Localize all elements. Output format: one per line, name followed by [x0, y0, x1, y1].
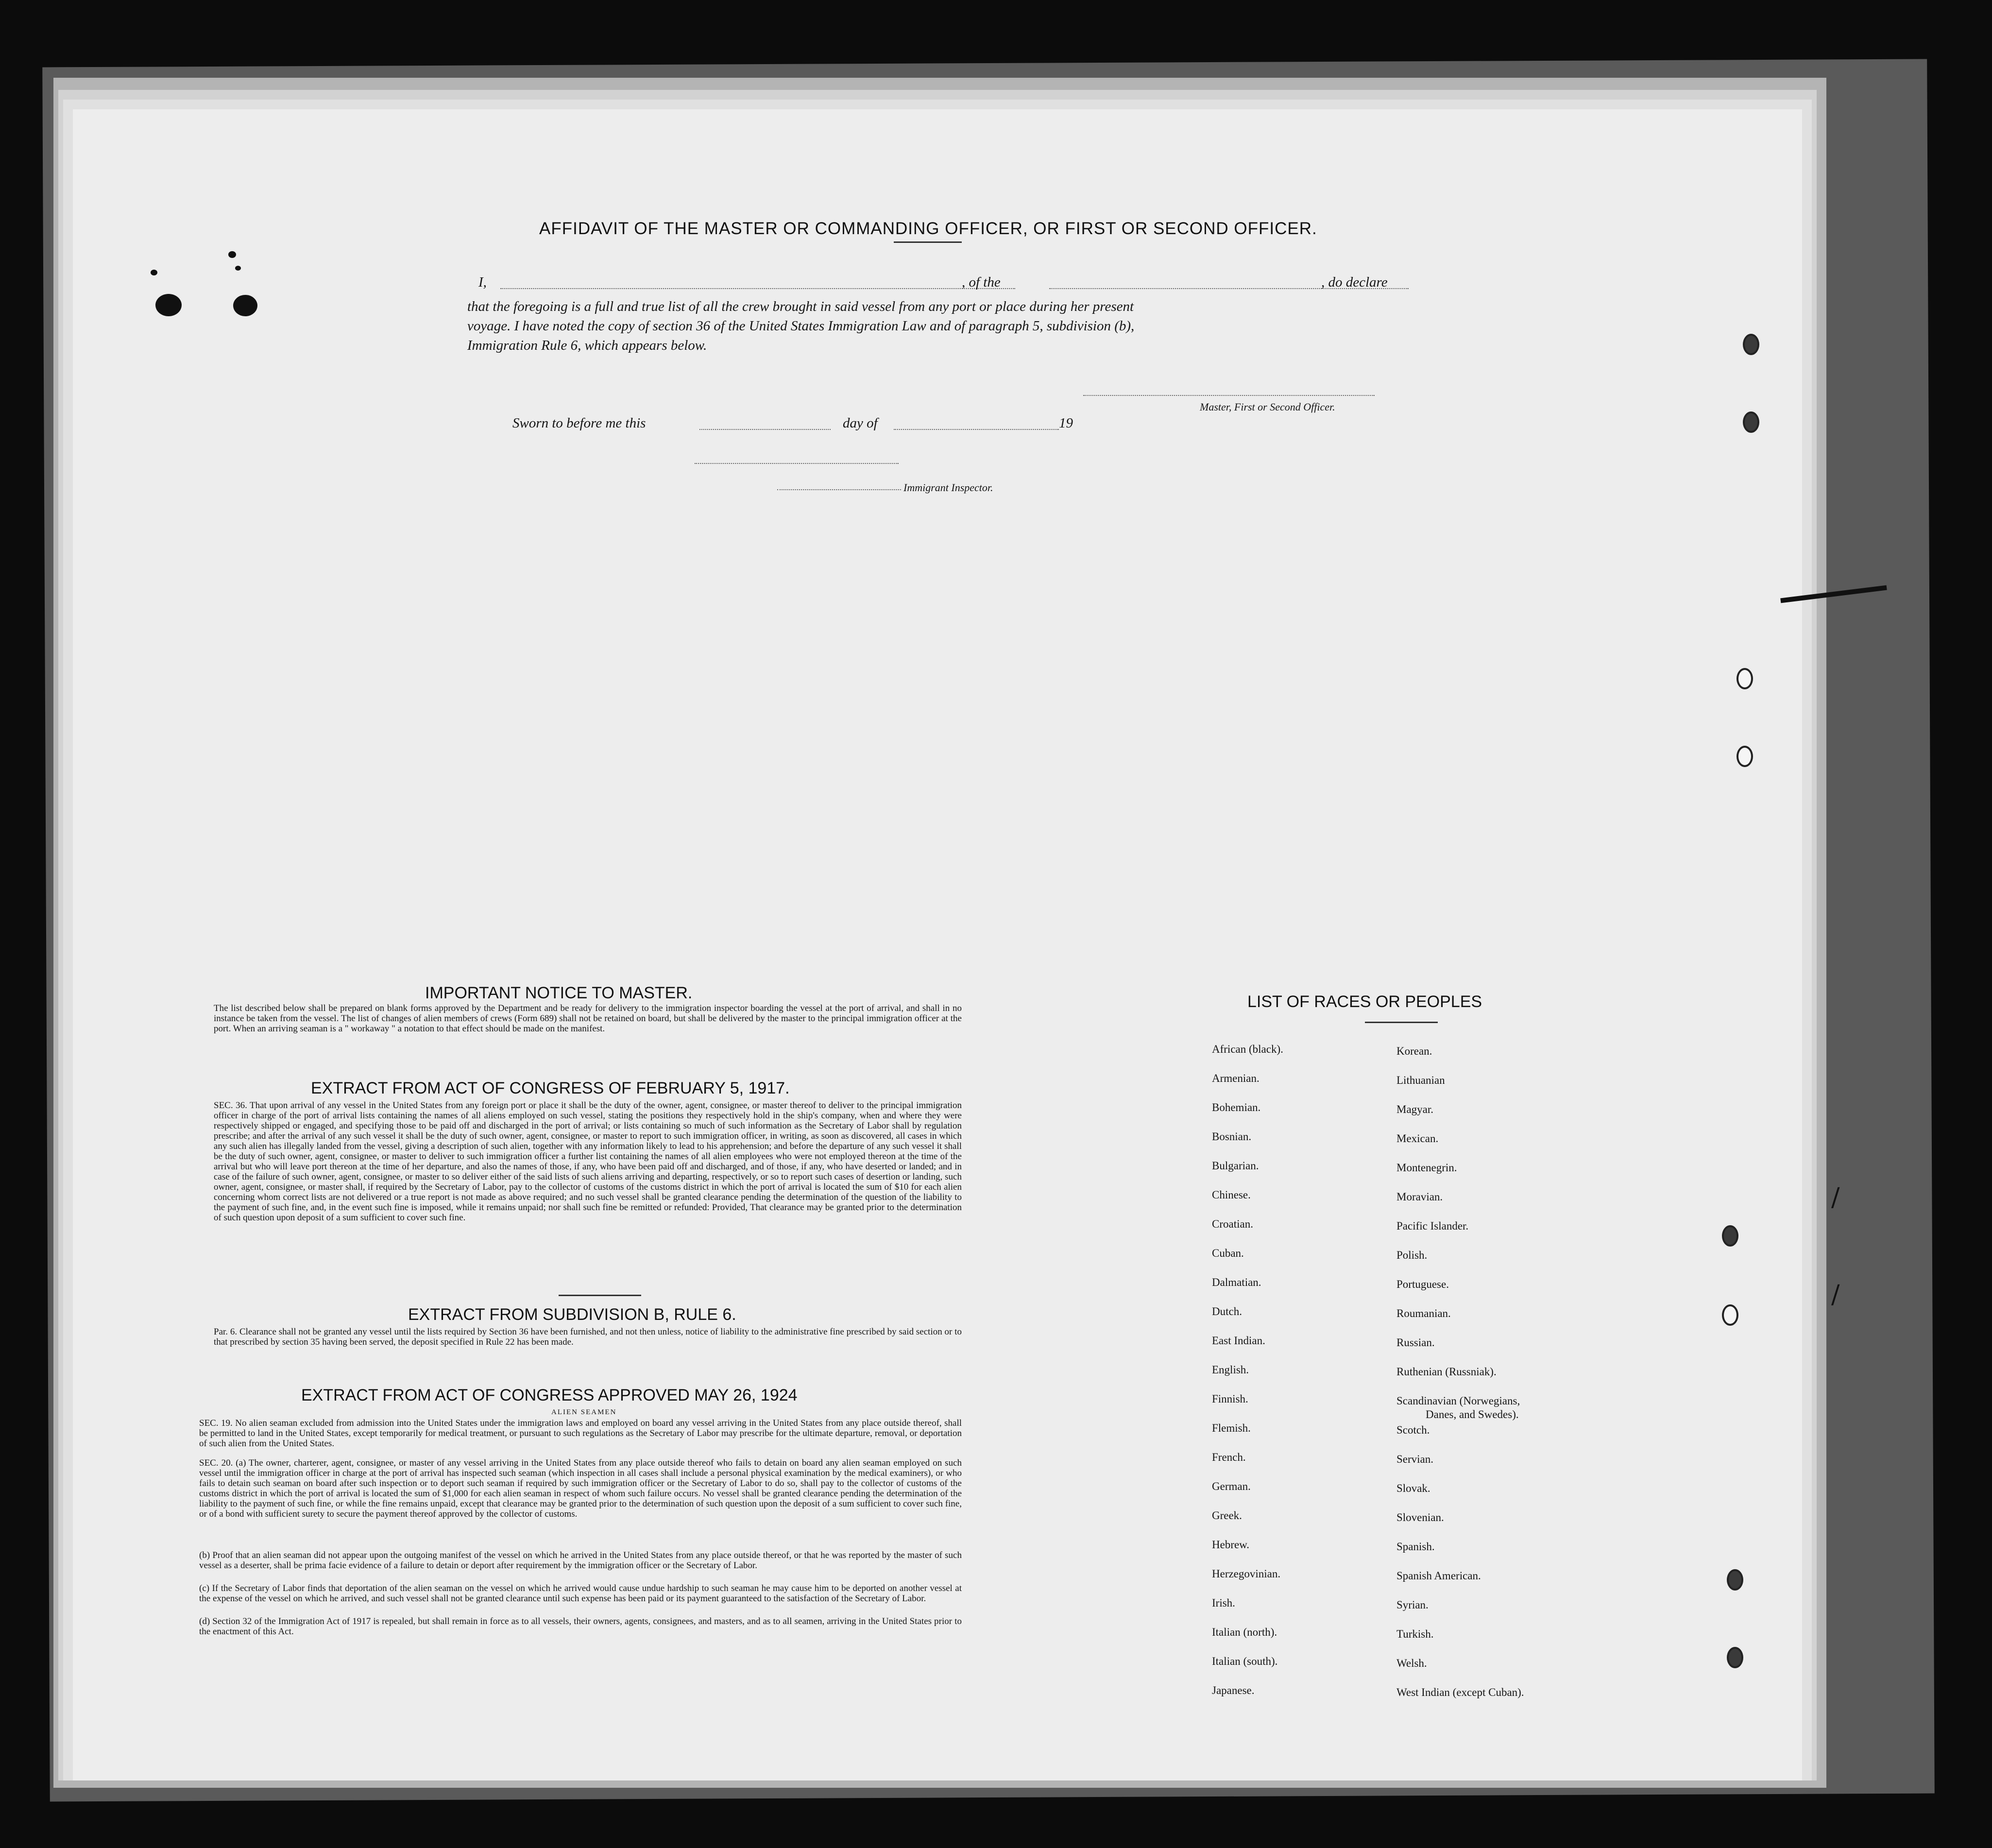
affidavit-of-the: , of the — [962, 274, 1001, 290]
race-item: Herzegovinian. — [1212, 1568, 1281, 1580]
punch-hole — [1722, 1225, 1738, 1247]
race-item: African (black). — [1212, 1043, 1283, 1055]
race-item: Slovak. — [1396, 1482, 1430, 1494]
race-item: Bulgarian. — [1212, 1160, 1259, 1172]
extract-rule6-body: Par. 6. Clearance shall not be granted any vessel until the lists required by Section 36 have been furnished, and not then unless, notice of liability to the administrative fine prescribed by said section or to that prescribed by section 35 having been served, the deposit specified in Rule 22 has been made. — [214, 1327, 962, 1347]
ink-blot — [155, 294, 182, 316]
race-item: Russian. — [1396, 1336, 1435, 1349]
race-item: Bosnian. — [1212, 1130, 1252, 1143]
race-item: Scandinavian (Norwegians, — [1396, 1395, 1520, 1407]
ink-blot — [228, 251, 236, 258]
notice-title: IMPORTANT NOTICE TO MASTER. — [425, 984, 693, 1002]
master-label: Master, First or Second Officer. — [1200, 401, 1335, 413]
race-item: Scotch. — [1396, 1424, 1430, 1436]
race-item: Magyar. — [1396, 1103, 1434, 1115]
race-item: Chinese. — [1212, 1189, 1251, 1201]
races-underline — [1365, 1022, 1438, 1023]
race-item: Croatian. — [1212, 1218, 1253, 1230]
extract-1924-sec20d: (d) Section 32 of the Immigration Act of 1917 is repealed, but shall remain in force as to all vessels, their owners, agents, consignees, and masters, and as to all seamen, arriving in the United States prior to the enactment of this Act. — [199, 1616, 962, 1637]
race-item: Slovenian. — [1396, 1511, 1444, 1523]
handwritten-mark: / — [1831, 1280, 1840, 1309]
race-item: English. — [1212, 1364, 1249, 1376]
race-item: Roumanian. — [1396, 1307, 1451, 1319]
extract-1917-title: EXTRACT FROM ACT OF CONGRESS OF FEBRUARY 5, 1917. — [311, 1079, 790, 1097]
extract-1924-sec20c: (c) If the Secretary of Labor finds that deportation of the alien seaman on the vessel on which he arrived would cause undue hardship to such seaman he may cause him to be deported on another vessel at the expense of the vessel on which he arrived, and such vessel shall not be granted clearance until such expense has been paid or its payment guaranteed to the satisfaction of the Secretary of Labor. — [199, 1583, 962, 1604]
race-item: Servian. — [1396, 1453, 1434, 1465]
race-item: German. — [1212, 1480, 1251, 1492]
extract-1924-subtitle: ALIEN SEAMEN — [551, 1408, 617, 1416]
race-item: East Indian. — [1212, 1335, 1265, 1347]
affidavit-page — [73, 109, 1840, 1780]
race-item: Italian (south). — [1212, 1655, 1278, 1667]
sworn-day-blank — [699, 429, 831, 430]
extract-1917-body: SEC. 36. That upon arrival of any vessel in the United States from any foreign port or place it shall be the duty of the owner, agent, consignee, or master thereof to deliver to the principal immigration officer in charge of the port of arrival lists containing the names of all aliens employed on such vessel, stating the positions they respectively hold in the ship's company, when and where they were respectively shipped or engaged, and specifying those to be paid off and discharged in the port of arrival; or lists containing so much of such information as the Secretary of Labor shall by regulation prescribe; and after the arrival of any such vessel it shall be the duty of such owner, agent, consignee, or master to report to such immigration officer, in writing, as soon as discovered, all cases in which any such alien has illegally landed from the vessel, giving a description of such alien, together with any information likely to lead to his apprehension; and before the departure of any such vessel it shall be the duty of such owner, agent, consignee, or master to deliver to such immigration officer a further list containing the names of all alien employees who were not employed thereon at the time of the arrival but who will leave port thereon at the time of her departure, and also the names of those, if any, who have been paid off and discharged, and of those, if any, who have deserted or landed; and in case of the failure of such owner, agent, consignee, or master to so deliver either of the said lists of such aliens arriving and departing, respectively, or so to report such cases of desertion or landing, such owner, agent, consignee, or master shall, if required by the Secretary of Labor, pay to the collector of customs of the customs district in which the port of arrival is located the sum of $10 for each alien concerning whom correct lists are not delivered or a true report is not made as above required; and no such vessel shall be granted clearance pending the determination of the question of the liability to the payment of such fine, and, in the event such fine is imposed, while it remains unpaid; nor shall such fine be remitted or refunded: Provided, That clearance may be granted prior to the determination of such question upon deposit of a sum sufficient to cover such fine. — [214, 1100, 962, 1223]
race-item: Korean. — [1396, 1045, 1432, 1057]
races-title: LIST OF RACES OR PEOPLES — [1247, 992, 1482, 1011]
extract-1924-sec20a: SEC. 20. (a) The owner, charterer, agent, consignee, or master of any vessel arriving in the United States from any place outside thereof who fails to detain on board any alien seaman employed on such vessel until the immigration officer in charge at the port of arrival has inspected such seaman (which inspection in all cases shall include a personal physical examination by the medical examiners), or who fails to detain such seaman on board after such inspection or to deport such seaman if required by such immigration officer or the Secretary of Labor to do so, shall pay to the collector of customs of the customs district in which the port of arrival is located the sum of $1,000 for each alien seaman in respect of whom such failure occurs. No vessel shall be granted clearance pending the determination of the liability to the payment of such fine, or while the fine remains unpaid, except that clearance may be granted prior to the determination of such question upon the deposit of a sum sufficient to cover such fine, or of a bond with sufficient surety to secure the payment thereof approved by the collector of customs. — [199, 1458, 962, 1519]
sworn-month-blank — [894, 429, 1059, 430]
race-item: Moravian. — [1396, 1191, 1443, 1203]
ink-blot — [233, 295, 257, 316]
sworn-day-of: day of — [843, 415, 878, 431]
inspector-signature-line — [695, 463, 899, 464]
punch-hole — [1722, 1304, 1738, 1326]
race-item: Syrian. — [1396, 1599, 1429, 1611]
race-item: Cuban. — [1212, 1247, 1244, 1259]
race-item: Hebrew. — [1212, 1539, 1250, 1551]
punch-hole — [1743, 411, 1759, 433]
race-item: Flemish. — [1212, 1422, 1251, 1434]
section-divider — [559, 1295, 641, 1296]
race-item: Welsh. — [1396, 1657, 1427, 1669]
title-underline — [894, 241, 962, 243]
handwritten-mark: / — [1831, 1183, 1840, 1212]
notice-body: The list described below shall be prepared on blank forms approved by the Department and be ready for delivery to the immigration inspector boarding the vessel at the port of arrival, and shall in no instance be taken from the vessel. The list of changes of alien members of crews (Form 689) shall not be retained on board, but shall be delivered by the master to the principal immigration officer at the port. When an arriving seaman is a " workaway " a notation to that effect should be made on the manifest. — [214, 1003, 962, 1034]
name-blank — [500, 288, 1015, 289]
race-item: Portuguese. — [1396, 1278, 1449, 1290]
punch-hole — [1737, 746, 1753, 767]
punch-hole — [1737, 668, 1753, 689]
race-item: Pacific Islander. — [1396, 1220, 1469, 1232]
race-item: Mexican. — [1396, 1132, 1439, 1145]
race-item: Bohemian. — [1212, 1101, 1261, 1113]
race-item: Italian (north). — [1212, 1626, 1277, 1638]
affidavit-body-line: that the foregoing is a full and true list of all the crew brought in said vessel from any port or place during her present — [467, 299, 1134, 314]
affidavit-body-line: Immigration Rule 6, which appears below. — [467, 338, 707, 353]
race-item: Dutch. — [1212, 1305, 1242, 1318]
race-item: Irish. — [1212, 1597, 1235, 1609]
race-item: Spanish American. — [1396, 1570, 1481, 1582]
race-item: Polish. — [1396, 1249, 1428, 1261]
race-item: Danes, and Swedes). — [1426, 1408, 1519, 1420]
race-item: Greek. — [1212, 1509, 1242, 1522]
race-item: Turkish. — [1396, 1628, 1434, 1640]
race-item: Montenegrin. — [1396, 1162, 1457, 1174]
punch-hole — [1727, 1569, 1743, 1591]
punch-hole — [1743, 334, 1759, 355]
race-item: Lithuanian — [1396, 1074, 1445, 1086]
race-item: French. — [1212, 1451, 1246, 1463]
race-item: Finnish. — [1212, 1393, 1248, 1405]
affidavit-body-line: voyage. I have noted the copy of section 36 of the United States Immigration Law and of paragraph 5, subdivision (b), — [467, 318, 1135, 334]
affidavit-declare: , do declare — [1321, 274, 1388, 290]
extract-1924-title: EXTRACT FROM ACT OF CONGRESS APPROVED MAY 26, 1924 — [301, 1386, 798, 1404]
race-item: Spanish. — [1396, 1540, 1435, 1553]
sworn-year: 19 — [1059, 415, 1073, 431]
extract-1924-sec20b: (b) Proof that an alien seaman did not appear upon the outgoing manifest of the vessel on which he arrived in the United States from any place outside thereof, or that he was reported by the master of such vessel as a deserter, shall be prima facie evidence of a failure to detain or deport after requirement by the immigration officer or the Secretary of Labor. — [199, 1550, 962, 1571]
race-item: Japanese. — [1212, 1684, 1255, 1696]
sworn-prefix: Sworn to before me this — [512, 415, 646, 431]
race-item: Dalmatian. — [1212, 1276, 1261, 1288]
race-item: Armenian. — [1212, 1072, 1260, 1084]
extract-1924-sec19: SEC. 19. No alien seaman excluded from admission into the United States under the immigration laws and employed on board any vessel arriving in the United States from any place outside thereof, shall be permitted to land in the United States, except temporarily for medical treatment, or pursuant to such regulations as the Secretary of Labor may prescribe for the ultimate departure, removal, or deportation of such alien from the United States. — [199, 1418, 962, 1449]
ink-blot — [235, 266, 241, 271]
race-item: Ruthenian (Russniak). — [1396, 1366, 1497, 1378]
affidavit-title: AFFIDAVIT OF THE MASTER OR COMMANDING OFFICER, OR FIRST OR SECOND OFFICER. — [539, 219, 1317, 238]
ink-blot — [151, 270, 157, 275]
affidavit-i: I, — [478, 274, 487, 290]
race-item: West Indian (except Cuban). — [1396, 1686, 1524, 1698]
extract-rule6-title: EXTRACT FROM SUBDIVISION B, RULE 6. — [408, 1305, 736, 1324]
master-signature-line — [1083, 395, 1375, 396]
inspector-label: Immigrant Inspector. — [903, 481, 993, 494]
inspector-line — [777, 489, 901, 490]
punch-hole — [1727, 1647, 1743, 1668]
